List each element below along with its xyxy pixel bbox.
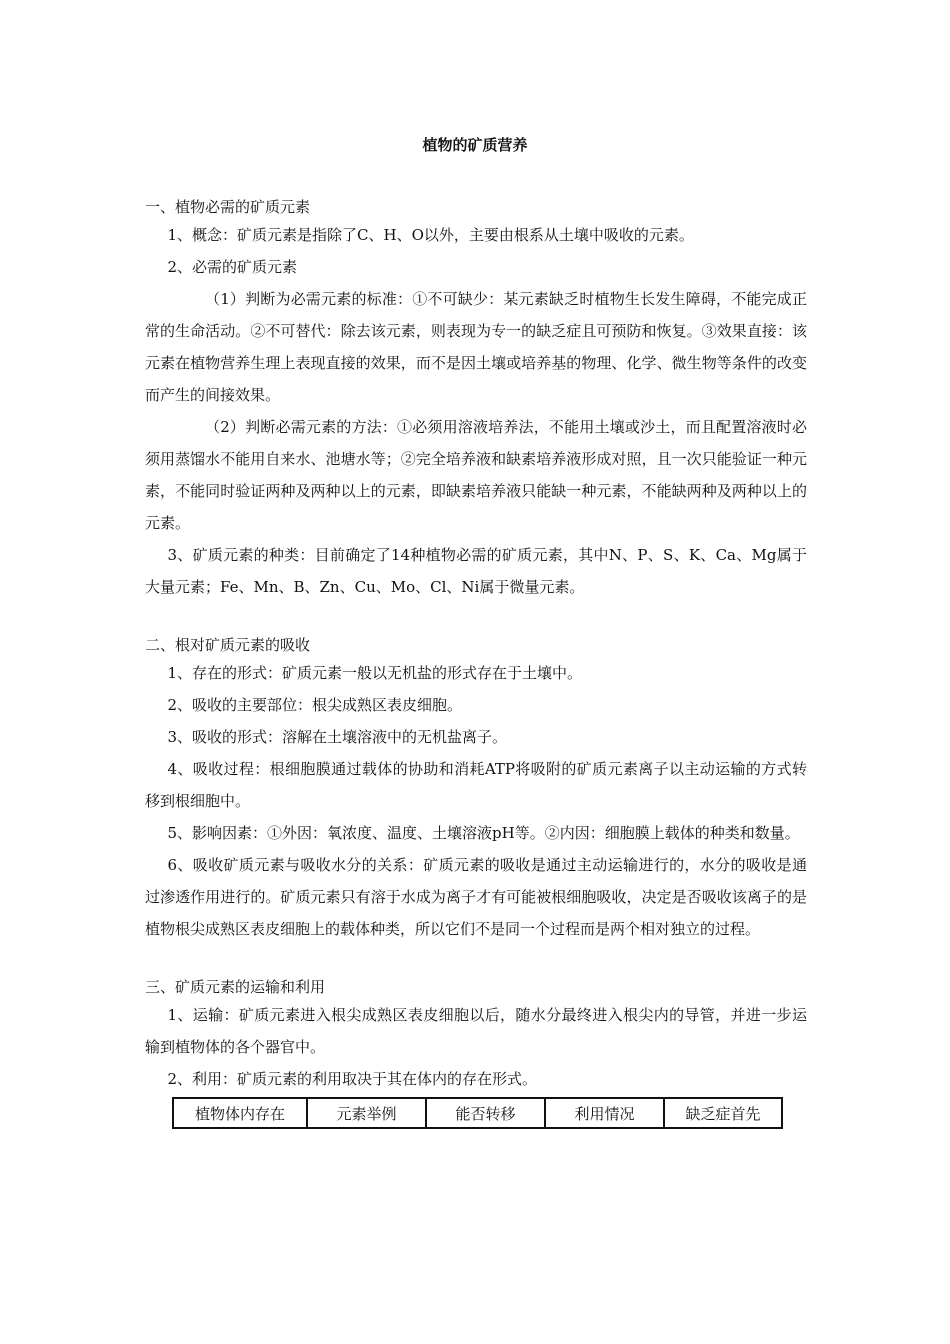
section-2-paragraph-5: 5、影响因素：①外因：氧浓度、温度、土壤溶液pH等。②内因：细胞膜上载体的种类和数量。 [167, 824, 800, 842]
table-header-cell: 元素举例 [307, 1098, 426, 1128]
section-2-paragraph-6: 6、吸收矿质元素与吸收水分的关系：矿质元素的吸收是通过主动运输进行的，水分的吸收是通过渗透作用进行的。矿质元素只有溶于水成为离子才有可能被根细胞吸收，决定是否吸收该离子的是植物根尖成熟区表皮细胞上的载体种类，所以它们不是同一个过程而是两个相对独立的过程。 [145, 856, 807, 938]
section-3-paragraph-1: 1、运输：矿质元素进入根尖成熟区表皮细胞以后，随水分最终进入根尖内的导管，并进一步运输到植物体的各个器官中。 [145, 1006, 807, 1056]
section-3-paragraph-2: 2、利用：矿质元素的利用取决于其在体内的存在形式。 [167, 1070, 538, 1088]
section-1-paragraph-3: （1）判断为必需元素的标准：①不可缺少：某元素缺乏时植物生长发生障碍，不能完成正常的生命活动。②不可替代：除去该元素，则表现为专一的缺乏症且可预防和恢复。③效果直接：该元素在植物营养生理上表现直接的效果，而不是因土壤或培养基的物理、化学、微生物等条件的改变而产生的间接效果。 [145, 290, 807, 404]
document-body [145, 195, 807, 1129]
section-2-paragraph-4: 4、吸收过程：根细胞膜通过载体的协助和消耗ATP将吸附的矿质元素离子以主动运输的方式转移到根细胞中。 [145, 760, 807, 810]
table-header-row [173, 1098, 782, 1128]
element-usage-table [172, 1097, 783, 1129]
table-header-cell: 利用情况 [545, 1098, 664, 1128]
table-header-cell: 缺乏症首先 [664, 1098, 782, 1128]
section-2-paragraph-3: 3、吸收的形式：溶解在土壤溶液中的无机盐离子。 [167, 728, 508, 746]
table-header-cell: 植物体内存在 [173, 1098, 307, 1128]
section-1-paragraph-5: 3、矿质元素的种类：目前确定了14种植物必需的矿质元素，其中N、P、S、K、Ca、Mg属于大量元素；Fe、Mn、B、Zn、Cu、Mo、Cl、Ni属于微量元素。 [145, 546, 807, 596]
section-1-heading: 一、植物必需的矿质元素 [145, 198, 311, 216]
page-title: 植物的矿质营养 [422, 136, 528, 154]
section-2-paragraph-2: 2、吸收的主要部位：根尖成熟区表皮细胞。 [167, 696, 463, 714]
section-1-paragraph-1: 1、概念：矿质元素是指除了C、H、O以外，主要由根系从土壤中吸收的元素。 [167, 226, 694, 244]
section-3-heading: 三、矿质元素的运输和利用 [145, 978, 326, 996]
section-1-paragraph-4: （2）判断必需元素的方法：①必须用溶液培养法，不能用土壤或沙土，而且配置溶液时必须用蒸馏水不能用自来水、池塘水等；②完全培养液和缺素培养液形成对照，且一次只能验证一种元素，不能同时验证两种及两种以上的元素，即缺素培养液只能缺一种元素，不能缺两种及两种以上的元素。 [145, 418, 807, 532]
section-1-paragraph-2: 2、必需的矿质元素 [167, 258, 298, 276]
table-header-cell: 能否转移 [426, 1098, 545, 1128]
section-2-paragraph-1: 1、存在的形式：矿质元素一般以无机盐的形式存在于土壤中。 [167, 664, 583, 682]
section-2-heading: 二、根对矿质元素的吸收 [145, 636, 311, 654]
